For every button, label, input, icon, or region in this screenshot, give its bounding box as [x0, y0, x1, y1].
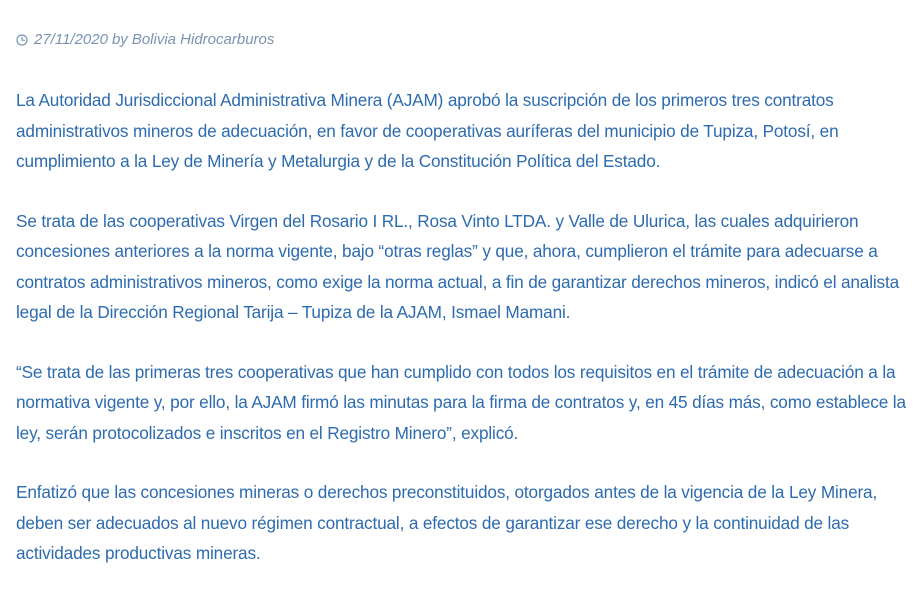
article — [16, 28, 908, 598]
post-meta — [16, 28, 908, 52]
post-date: 27/11/2020 — [34, 31, 108, 48]
clock-icon — [16, 34, 28, 46]
article-body — [16, 85, 908, 569]
article-paragraph: “Se trata de las primeras tres cooperativas que han cumplido con todos los requisitos en el trámite de adecuación a la normativa vigente y, por ello, la AJAM firmó las minutas para la firma de contratos y, en 45 días más, como establece la ley, serán protocolizados e inscritos en el Registro Minero”, explicó. — [16, 361, 906, 443]
post-author-link[interactable]: Bolivia Hidrocarburos — [131, 31, 275, 48]
article-paragraph: Se trata de las cooperativas Virgen del Rosario I RL., Rosa Vinto LTDA. y Valle de Ulurica, las cuales adquirieron concesiones anteriores a la norma vigente, bajo “otras reglas” y que, ahora, cumplieron el trámite para adecuarse a contratos administrativos mineros, como exige la norma actual, a fin de garantizar derechos mineros, indicó el analista legal de la Dirección Regional Tarija – Tupiza de la AJAM, Ismael Mamani. — [16, 210, 900, 322]
post-by-label: by — [111, 31, 128, 48]
article-paragraph: Enfatizó que las concesiones mineras o derechos preconstituidos, otorgados antes de la vigencia de la Ley Minera, deben ser adecuados al nuevo régimen contractual, a efectos de garantizar ese derecho y la continuidad de las actividades productivas mineras. — [16, 482, 878, 563]
article-paragraph: La Autoridad Jurisdiccional Administrativa Minera (AJAM) aprobó la suscripción de los primeros tres contratos administrativos mineros de adecuación, en favor de cooperativas auríferas del municipio de Tupiza, Potosí, en cumplimiento a la Ley de Minería y Metalurgia y de la Constitución Política del Estado. — [16, 90, 839, 171]
